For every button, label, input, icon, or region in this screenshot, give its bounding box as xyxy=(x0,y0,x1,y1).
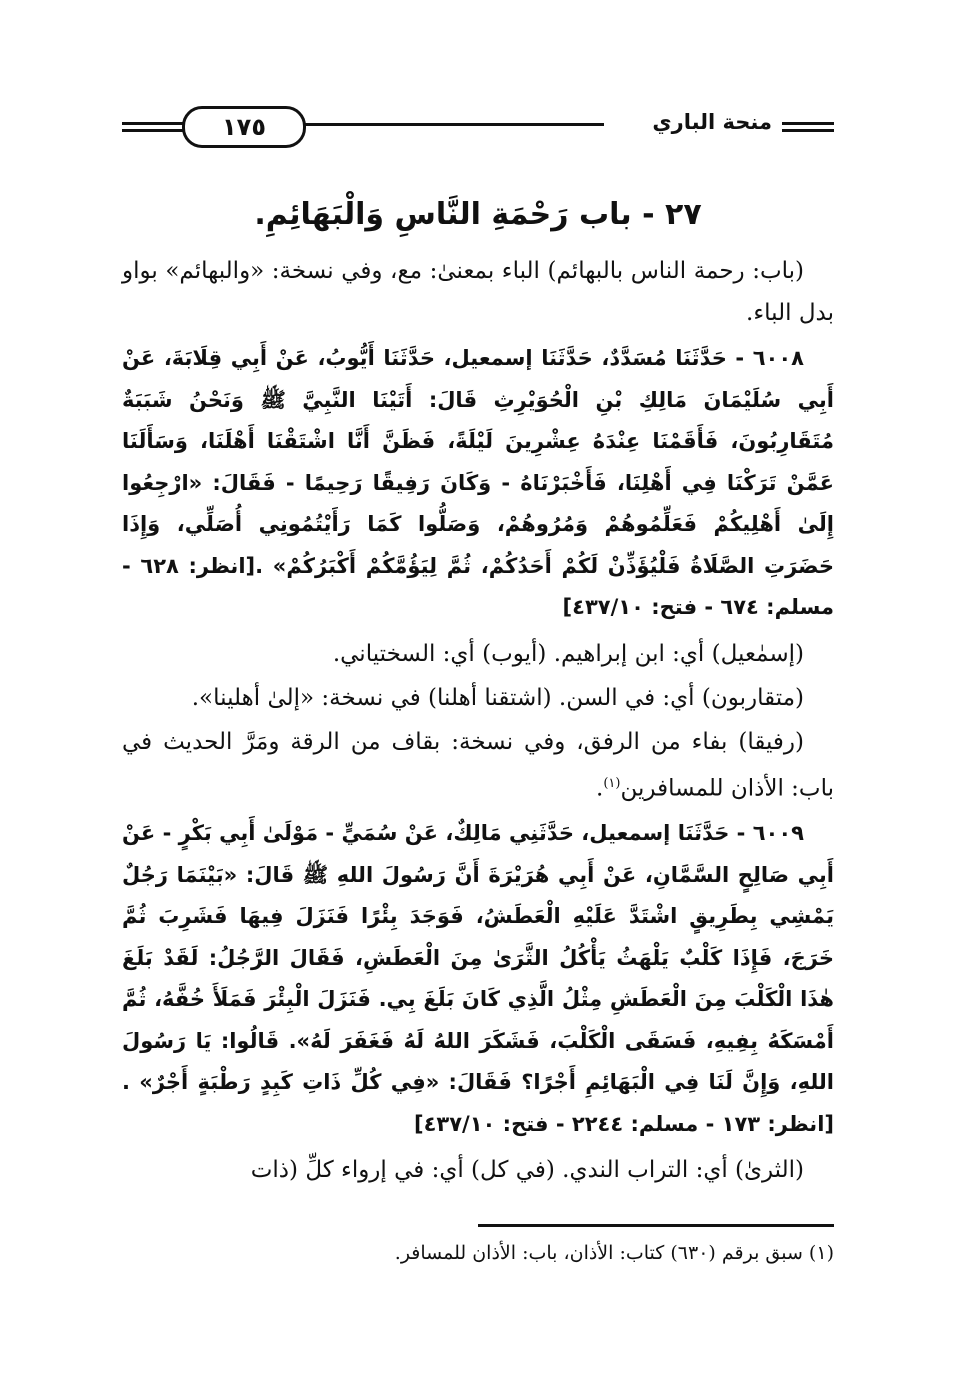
commentary-paragraph: (باب: رحمة الناس بالبهائم) الباء بمعنىٰ: مع، وفي نسخة: «والبهائم» بواو بدل الباء. xyxy=(122,258,834,326)
footnote-reference: (١) xyxy=(603,775,621,791)
page-header xyxy=(122,98,834,148)
header-rule-right xyxy=(782,120,834,134)
commentary-paragraph: (رفيقا) بفاء من الرفق، وفي نسخة: بقاف من الرقة ومَرَّ الحديث في باب: الأذان للمسافرين$^{(١)}$. xyxy=(122,728,834,802)
book-title: منحة الباري xyxy=(652,110,772,134)
commentary-paragraph: (الثرىٰ) أي: التراب الندي. (في كل) أي: في إرواء كلِّ (ذات xyxy=(250,1157,804,1184)
footnote-divider xyxy=(478,1224,834,1227)
commentary-paragraph: (إسمٰعيل) أي: ابن إبراهيم. (أيوب) أي: السختياني. xyxy=(332,640,804,667)
commentary-paragraph: (متقاربون) أي: في السن. (اشتقنا أهلنا) في نسخة: «إلىٰ أهلينا». xyxy=(191,684,804,711)
footnote: (١) سبق برقم (٦٣٠) كتاب: الأذان، باب: الأذان للمسافر. xyxy=(394,1242,834,1264)
chapter-title: ٢٧ - باب رَحْمَةِ النَّاسِ وَالْبَهَائِمِ. xyxy=(254,197,702,232)
page-number: ١٧٥ xyxy=(182,106,306,148)
commentary-text: (رفيقا) بفاء من الرفق، وفي نسخة: بقاف من الرقة ومَرَّ الحديث في باب: الأذان للمسافرين xyxy=(122,728,834,802)
header-rule-middle xyxy=(300,123,604,126)
hadith-paragraph: ٦٠٠٩ - حَدَّثَنَا إسمعيل، حَدَّثَنِي مَالِكٌ، عَنْ سُمَيٍّ - مَوْلَىٰ أَبِي بَكْرٍ - عَنْ أَبِي صَالِحٍ السَّمَّانِ، عَنْ أَبِي هُرَيْرَةَ أَنَّ رَسُولَ اللهِ ﷺ قَالَ: «بَيْنَمَا رَجُلٌ يَمْشِي بِطَرِيقٍ اشْتَدَّ عَلَيْهِ الْعَطَشُ، فَوَجَدَ بِئْرًا فَنَزَلَ فِيهَا فَشَرِبَ ثُمَّ خَرَجَ، فَإِذَا كَلْبٌ يَلْهَثُ يَأْكُلُ الثَّرَىٰ مِنَ الْعَطَشِ، فَقَالَ الرَّجُلُ: لَقَدْ بَلَغَ هٰذَا الْكَلْبَ مِنَ الْعَطَشِ مِثْلُ الَّذِي كَانَ بَلَغَ بِي. فَنَزَلَ الْبِئْرَ فَمَلَأَ خُفَّهُ، ثُمَّ أَمْسَكَهُ بِفِيهِ، فَسَقَى الْكَلْبَ، فَشَكَرَ اللهُ لَهُ فَغَفَرَ لَهُ». قَالُوا: يَا رَسُولَ اللهِ، وَإِنَّ لَنَا فِي الْبَهَائِمِ أَجْرًا؟ فَقَالَ: «فِي كُلِّ ذَاتِ كَبِدٍ رَطْبَةٍ أَجْرٌ» .[انظر: ١٧٣ - مسلم: ٢٢٤٤ - فتح: ٤٣٧/١٠] xyxy=(122,821,834,1136)
page-body xyxy=(122,168,834,1193)
hadith-paragraph: ٦٠٠٨ - حَدَّثَنَا مُسَدَّدٌ، حَدَّثَنَا إسمعيل، حَدَّثَنَا أَيُّوبُ، عَنْ أَبِي قِلَابَةَ، عَنْ أَبِي سُلَيْمَانَ مَالِكِ بْنِ الْحُوَيْرِثِ قَالَ: أَتَيْنَا النَّبِيَّ ﷺ وَنَحْنُ شَبَبَةٌ مُتَقَارِبُونَ، فَأَقَمْنَا عِنْدَهُ عِشْرِينَ لَيْلَةً، فَظَنَّ أَنَّا اشْتَقْنَا أَهْلَنَا، وَسَأَلَنَا عَمَّنْ تَرَكْنَا فِي أَهْلِنَا، فَأَخْبَرْنَاهُ - وَكَانَ رَفِيقًا رَحِيمًا - فَقَالَ: «ارْجِعُوا إِلَىٰ أَهْلِيكُمْ فَعَلِّمُوهُمْ وَمُرُوهُمْ، وَصَلُّوا كَمَا رَأَيْتُمُونِي أُصَلِّي، وَإِذَا حَضَرَتِ الصَّلَاةُ فَلْيُؤَذِّنْ لَكُمْ أَحَدُكُمْ، ثُمَّ لِيَؤُمَّكُمْ أَكْبَرُكُمْ» .[انظر: ٦٢٨ - مسلم: ٦٧٤ - فتح: ٤٣٧/١٠] xyxy=(122,346,834,619)
